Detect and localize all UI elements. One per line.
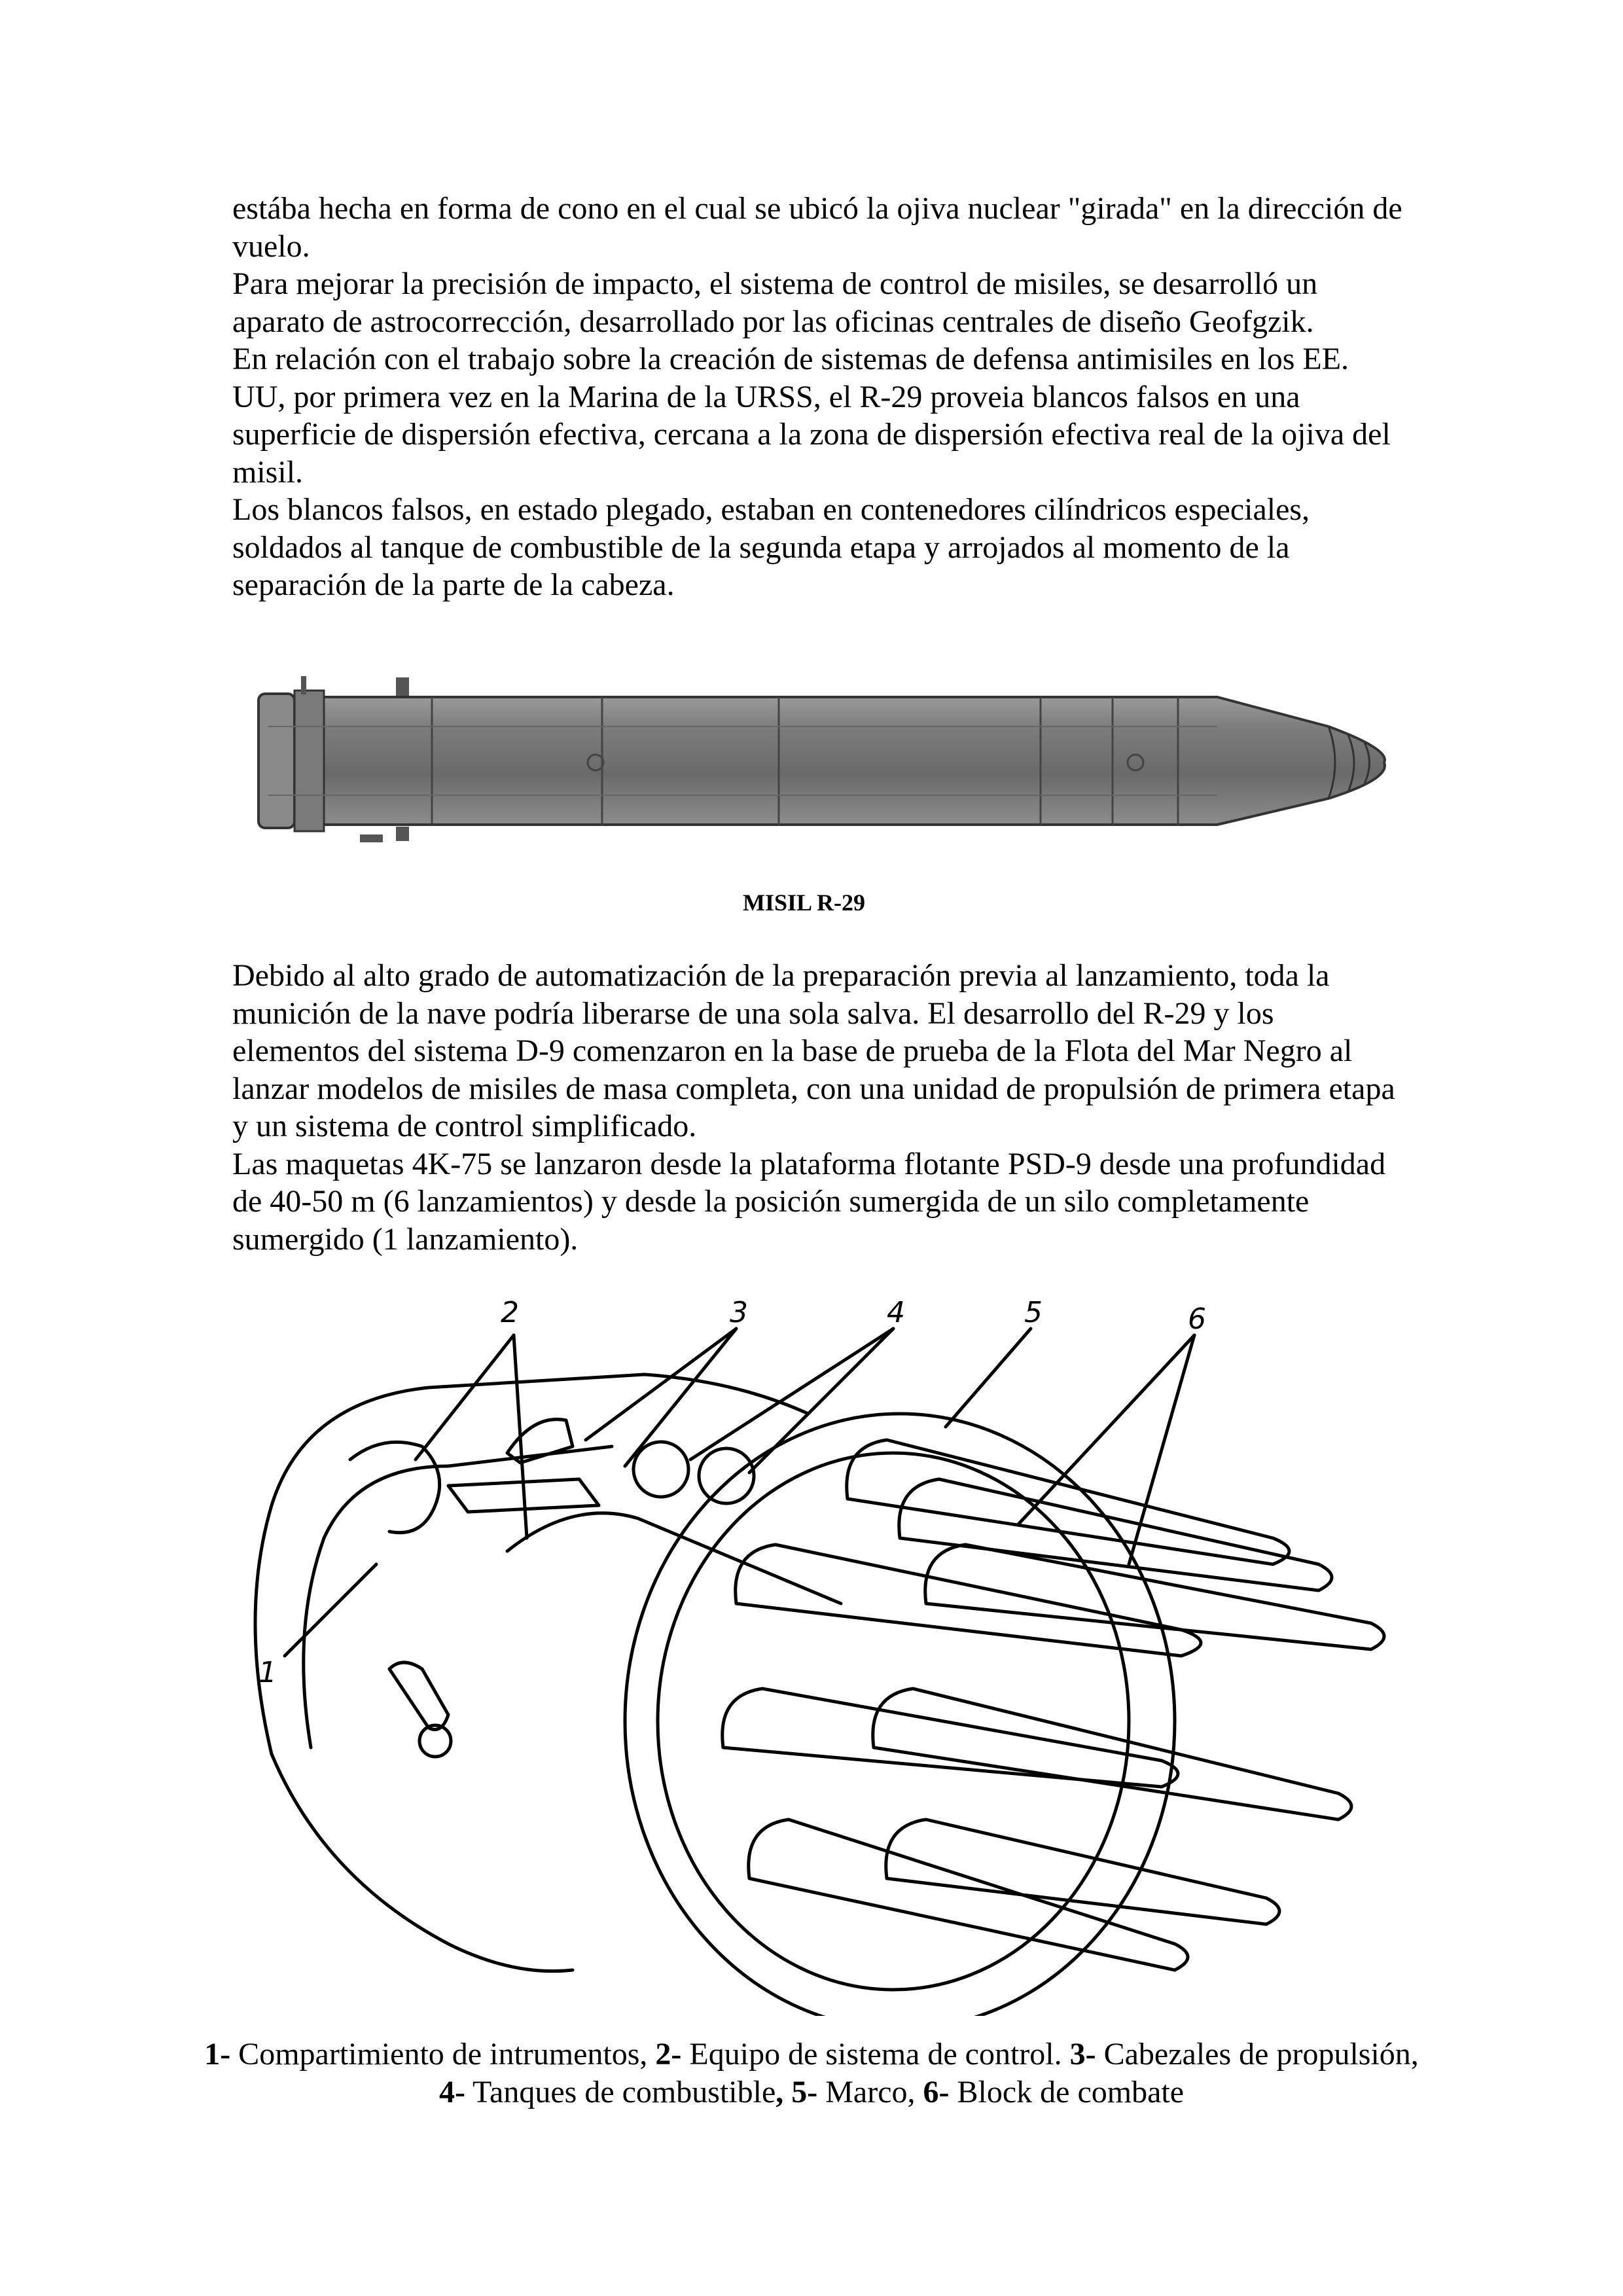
diagram-label-4: 4	[887, 1296, 905, 1329]
caption-text-6: Block de combate	[949, 2075, 1185, 2109]
caption-num-1: 1-	[204, 2037, 231, 2072]
caption-num-4: 4-	[438, 2075, 465, 2109]
caption-text-1: Compartimiento de intrumentos,	[230, 2037, 656, 2072]
diagram-label-3: 3	[730, 1296, 748, 1329]
paragraph: Las maquetas 4K-75 se lanzaron desde la plataforma flotante PSD-9 desde una profundidad de 40-50 m (6 lanzamientos) y desde la posición sumergida de un silo completamente sumergido (1 lanzamiento).	[232, 1146, 1386, 1257]
caption-num-2: 2-	[655, 2037, 682, 2072]
caption-text-5: Marco,	[817, 2075, 923, 2109]
diagram-label-5: 5	[1024, 1296, 1043, 1329]
text-section-top	[232, 190, 1404, 604]
paragraph: En relación con el trabajo sobre la creación de sistemas de defensa antimisiles en los EE. UU, por primera vez en la Marina de la URSS, el R-29 proveia blancos falsos en una superficie de dispersión efectiva, cercana a la zona de dispersión efectiva real de la ojiva del misil.	[232, 342, 1391, 490]
caption-text-2: Equipo de sistema de control.	[681, 2037, 1070, 2072]
caption-num-6: 6-	[923, 2075, 950, 2109]
paragraph: Los blancos falsos, en estado plegado, estaban en contenedores cilíndricos especiales, soldados al tanque de combustible de la segunda etapa y arrojados al momento de la separación de la parte de la cabeza.	[232, 492, 1310, 602]
missile-r29-illustration	[255, 658, 1407, 867]
warhead-bus-diagram	[232, 1289, 1410, 2016]
text-section-middle	[232, 957, 1404, 1258]
caption-num-5: 5-	[783, 2075, 818, 2109]
caption-text-3: Cabezales de propulsión,	[1096, 2037, 1419, 2072]
diagram-label-6: 6	[1188, 1302, 1206, 1336]
figure-caption: MISIL R-29	[743, 889, 866, 916]
diagram-caption	[196, 2036, 1427, 2111]
caption-num-3: 3-	[1069, 2037, 1096, 2072]
caption-sep: ,	[776, 2075, 784, 2109]
paragraph: estába hecha en forma de cono en el cual se ubicó la ojiva nuclear "girada" en la dirección de vuelo.	[232, 191, 1402, 264]
diagram-label-1: 1	[259, 1656, 277, 1689]
paragraph: Debido al alto grado de automatización de la preparación previa al lanzamiento, toda la munición de la nave podría liberarse de una sola salva. El desarrollo del R-29 y los elementos del sistema D-9 comenzaron en la base de prueba de la Flota del Mar Negro al lanzar modelos de misiles de masa completa, con una unidad de propulsión de primera etapa y un sistema de control simplificado.	[232, 958, 1395, 1143]
diagram-label-2: 2	[501, 1296, 519, 1329]
paragraph: Para mejorar la precisión de impacto, el sistema de control de misiles, se desarrolló un aparato de astrocorrección, desarrollado por las oficinas centrales de diseño Geofgzik.	[232, 266, 1318, 339]
caption-text-4: Tanques de combustible	[465, 2075, 776, 2109]
